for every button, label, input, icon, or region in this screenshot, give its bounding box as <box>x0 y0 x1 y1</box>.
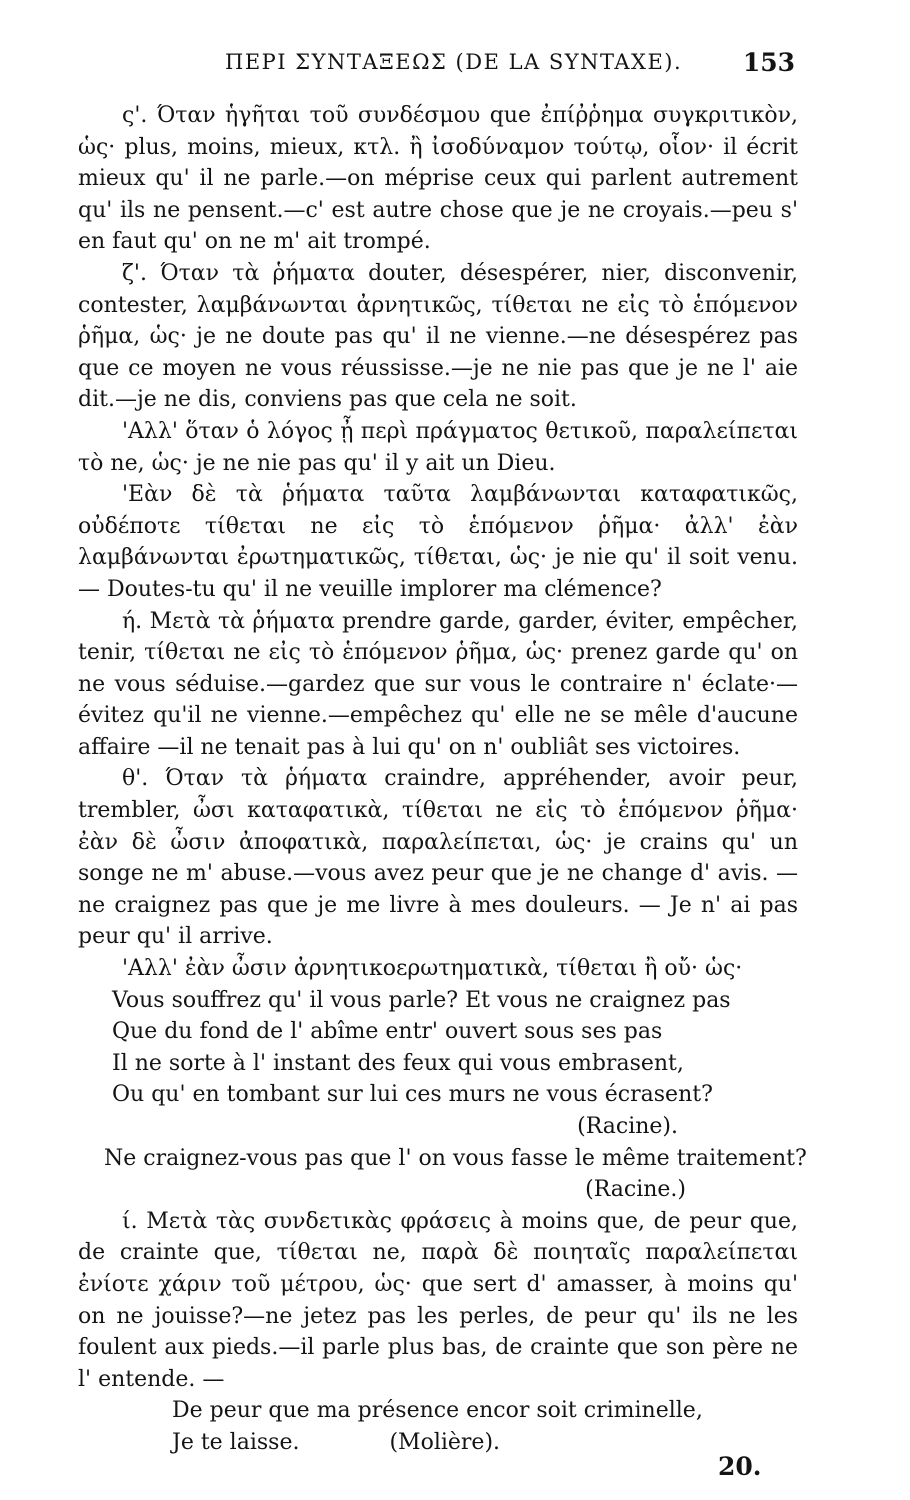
verse-line: Ou qu' en tombant sur lui ces murs ne vous écrasent? <box>112 1082 713 1108</box>
example-source: (Racine.) <box>585 1177 686 1203</box>
paragraph-7-exception: 'Αλλ' ὅταν ὁ λόγος ᾖ περὶ πράγματος θετικοῦ, παραλείπεται τὸ ne, ὡς· je ne nie pas qu' il y ait un Dieu. <box>78 418 798 476</box>
verse-line: Que du fond de l' abîme entr' ouvert sous ses pas <box>112 1019 663 1045</box>
paragraph-7-affirmative: 'Εὰν δὲ τὰ ῥήματα ταῦτα λαμβάνωνται καταφατικῶς, οὐδέποτε τίθεται ne εἰς τὸ ἑπόμενον ῥῆμα· ἀλλ' ἐὰν λαμβάνωνται ἐρωτηματικῶς, τίθεται, ὡς· je nie qu' il soit venu. — Doutes-tu qu' il ne veuille implorer ma clémence? <box>78 482 798 602</box>
verse-last-text: Je te laisse. <box>172 1429 300 1455</box>
paragraph-6: ς'. Όταν ἡγῆται τοῦ συνδέσμου que ἐπίῤῥημα συγκριτικὸν, ὡς· plus, moins, mieux, κτλ. ἢ ἰσοδύναμον τούτῳ, οἷον· il écrit mieux qu' il ne parle.—on méprise ceux qui parlent autrement qu' ils ne pensent.—c' est autre chose que je ne croyais.—peu s' en faut qu' on ne m' ait trompé. <box>78 103 798 255</box>
paragraph-10: ί. Μετὰ τὰς συνδετικὰς φράσεις à moins que, de peur que, de crainte que, τίθεται ne, παρὰ δὲ ποιηταῖς παραλείπεται ἐνίοτε χάριν τοῦ μέτρου, ὡς· que sert d' amasser, à moins qu' on ne jouisse?—ne jetez pas les perles, de peur qu' ils ne les foulent aux pieds.—il parle plus bas, de crainte que son père ne l' entende. — <box>78 1208 798 1392</box>
verse-line: De peur que ma présence encor soit criminelle, <box>172 1398 703 1424</box>
page-number: 153 <box>742 48 795 77</box>
verse-line: Il ne sorte à l' instant des feux qui vous embrasent, <box>112 1050 684 1076</box>
running-header <box>225 50 795 84</box>
example-line: Ne craignez-vous pas que l' on vous fasse le même traitement? <box>104 1145 807 1171</box>
page-body <box>78 100 807 1459</box>
running-title: ΠΕΡΙ ΣΥΝΤΑΞΕΩΣ (DE LA SYNTAXE). <box>225 50 683 74</box>
paragraph-9-negative-interrogative: 'Αλλ' ἐὰν ὦσιν ἀρνητικοερωτηματικὰ, τίθεται ἢ οὔ· ὡς· <box>122 956 743 982</box>
signature-mark: 20. <box>718 1452 762 1481</box>
verse-last-line <box>78 1427 798 1459</box>
paragraph-7: ζ'. Όταν τὰ ῥήματα douter, désespérer, nier, disconvenir, contester, λαμβάνωνται ἀρνητικῶς, τίθεται ne εἰς τὸ ἑπόμενον ῥῆμα, ὡς· je ne doute pas qu' il ne vienne.—ne désespérez pas que ce moyen ne vous réussisse.—je ne nie pas que je ne l' aie dit.—je ne dis, conviens pas que cela ne soit. <box>78 260 798 413</box>
verse-line: Vous souffrez qu' il vous parle? Et vous ne craignez pas <box>112 987 731 1013</box>
verse-last-source: (Molière). <box>389 1429 501 1455</box>
verse-quotation-racine <box>78 985 798 1143</box>
paragraph-8: ή. Μετὰ τὰ ῥήματα prendre garde, garder, éviter, empêcher, tenir, τίθεται ne εἰς τὸ ἑπόμενον ῥῆμα, ὡς· prenez garde qu' on ne vous séduise.—gardez que sur vous le contraire n' éclate·—évitez qu'il ne vienne.—empêchez qu' elle ne se mêle d'aucune affaire —il ne tenait pas à lui qu' on n' oubliât ses victoires. <box>78 608 798 760</box>
verse-source: (Racine). <box>577 1114 678 1139</box>
verse-quotation-moliere <box>78 1395 798 1427</box>
paragraph-9: θ'. Όταν τὰ ῥήματα craindre, appréhender, avoir peur, trembler, ὦσι καταφατικὰ, τίθεται ne εἰς τὸ ἑπόμενον ῥῆμα· ἐὰν δὲ ὦσιν ἀποφατικὰ, παραλείπεται, ὡς· je crains qu' un songe ne m' abuse.—vous avez peur que je ne change d' avis. — ne craignez pas que je me livre à mes douleurs. — Je n' ai pas peur qu' il arrive. <box>78 766 798 950</box>
